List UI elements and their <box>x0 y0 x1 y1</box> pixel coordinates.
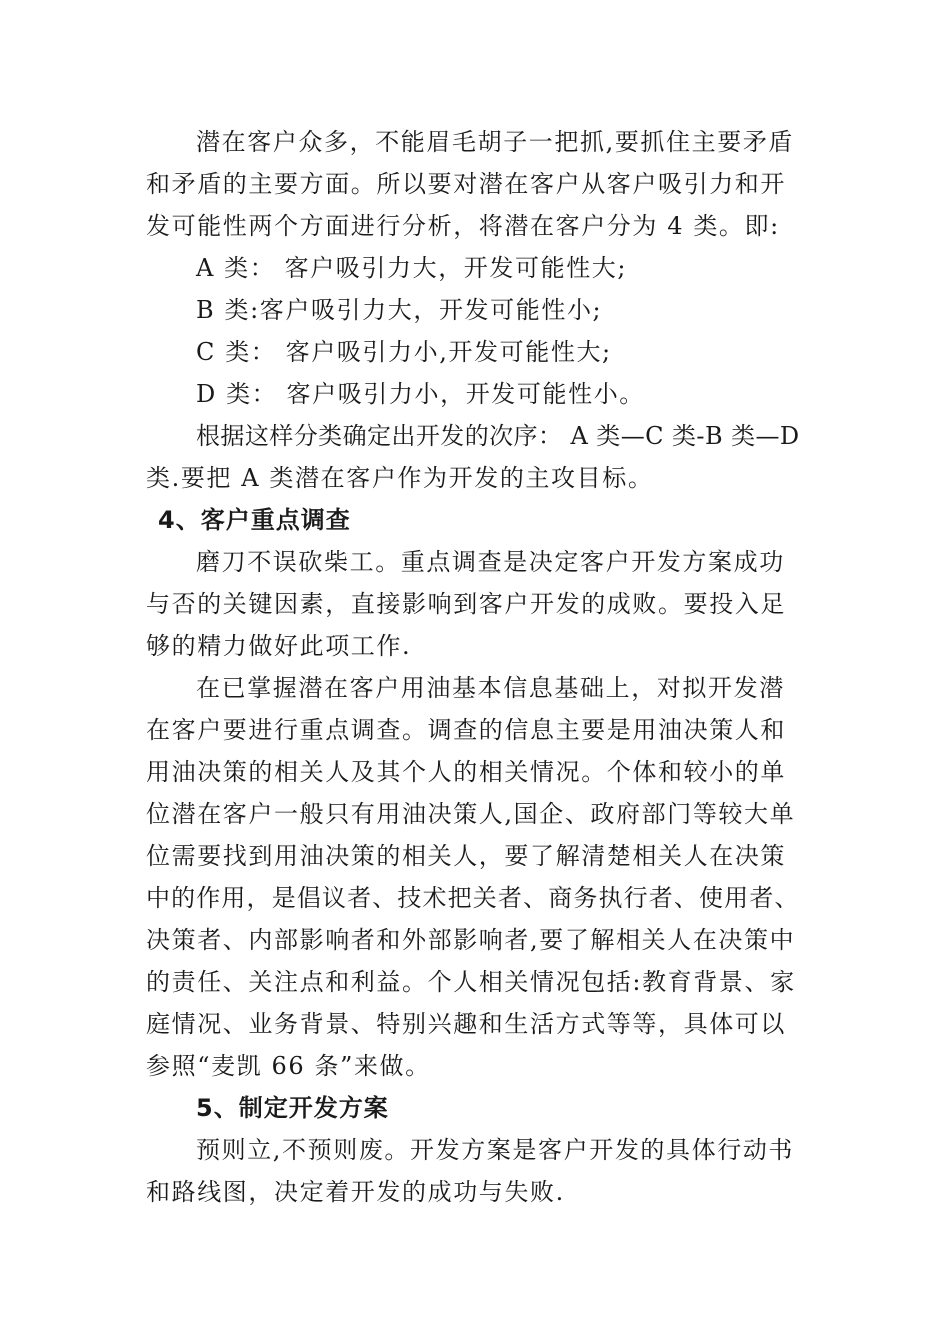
list-item: D 类： 客户吸引力小，开发可能性小。 <box>196 380 645 408</box>
paragraph-line: 预则立,不预则废。开发方案是客户开发的具体行动书 <box>196 1136 795 1164</box>
paragraph-line: 在客户要进行重点调查。调查的信息主要是用油决策人和 <box>146 716 786 744</box>
list-item: B 类:客户吸引力大，开发可能性小; <box>196 296 603 324</box>
paragraph-line: 磨刀不误砍柴工。重点调查是决定客户开发方案成功 <box>196 548 785 576</box>
paragraph-line: 和矛盾的主要方面。所以要对潜在客户从客户吸引力和开 <box>146 170 786 198</box>
paragraph-line: 潜在客户众多，不能眉毛胡子一把抓,要抓住主要矛盾 <box>196 128 795 156</box>
paragraph-line: 参照“麦凯 66 条”来做。 <box>146 1052 431 1080</box>
section-heading: 5、制定开发方案 <box>196 1094 389 1122</box>
paragraph-line: 类.要把 A 类潜在客户作为开发的主攻目标。 <box>146 464 654 492</box>
paragraph-line: 中的作用，是倡议者、技术把关者、商务执行者、使用者、 <box>146 884 800 912</box>
paragraph-line: 根据这样分类确定出开发的次序： A 类—C 类-B 类—D <box>196 422 800 450</box>
paragraph-line: 够的精力做好此项工作. <box>146 632 412 660</box>
paragraph-line: 发可能性两个方面进行分析，将潜在客户分为 4 类。即: <box>146 212 780 240</box>
paragraph-line: 和路线图，决定着开发的成功与失败. <box>146 1178 565 1206</box>
paragraph-line: 与否的关键因素，直接影响到客户开发的成败。要投入足 <box>146 590 786 618</box>
paragraph-line: 用油决策的相关人及其个人的相关情况。个体和较小的单 <box>146 758 786 786</box>
paragraph-line: 庭情况、业务背景、特别兴趣和生活方式等等，具体可以 <box>146 1010 786 1038</box>
paragraph-line: 决策者、内部影响者和外部影响者,要了解相关人在决策中 <box>146 926 796 954</box>
list-item: C 类： 客户吸引力小,开发可能性大; <box>196 338 612 366</box>
section-heading: 4、客户重点调查 <box>158 506 351 534</box>
list-item: A 类： 客户吸引力大，开发可能性大; <box>196 254 628 282</box>
paragraph-line: 位需要找到用油决策的相关人，要了解清楚相关人在决策 <box>146 842 786 870</box>
paragraph-line: 位潜在客户一般只有用油决策人,国企、政府部门等较大单 <box>146 800 796 828</box>
paragraph-line: 的责任、关注点和利益。个人相关情况包括:教育背景、家 <box>146 968 796 996</box>
paragraph-line: 在已掌握潜在客户用油基本信息基础上，对拟开发潜 <box>196 674 785 702</box>
